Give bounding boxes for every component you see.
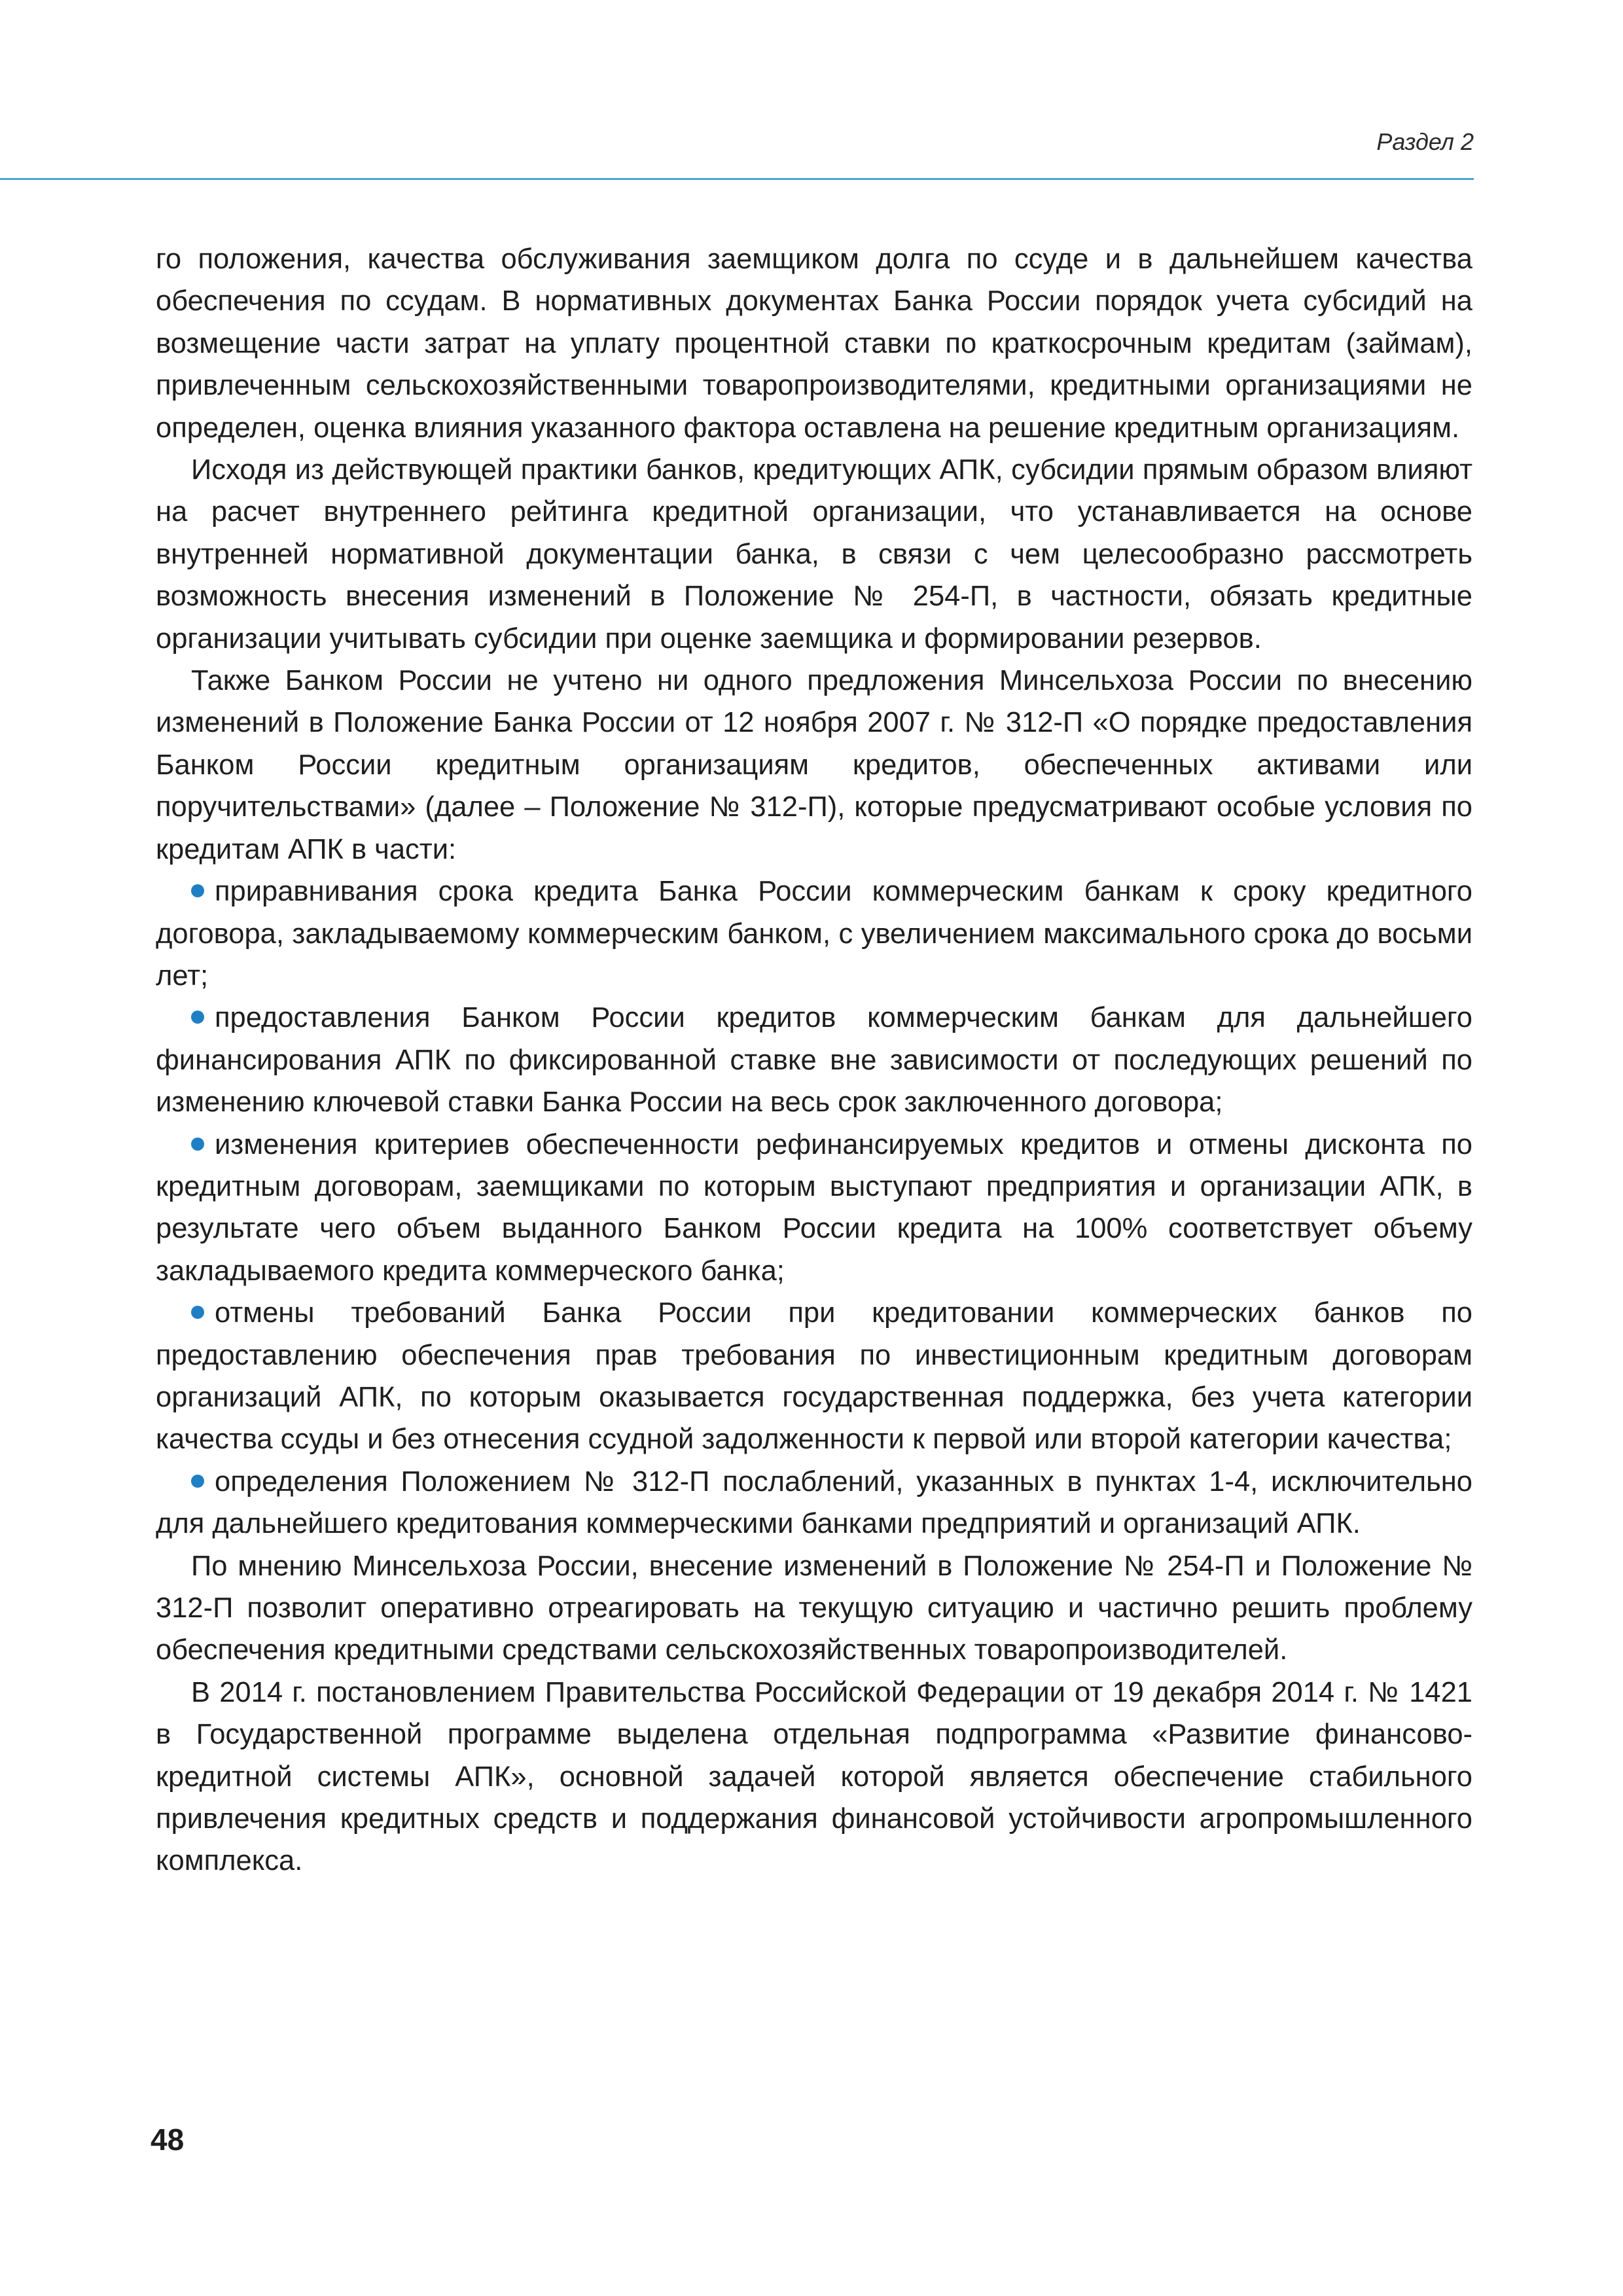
bullet-item	[156, 997, 1472, 1123]
bullet-dot-icon	[191, 1306, 204, 1319]
bullet-dot-icon	[191, 884, 204, 897]
paragraph: По мнению Минсельхоза России, внесение изменений в Положение № 254-П и Положение № 312-П позволит оперативно отреагировать на текущую ситуацию и частично решить проблему обеспечения кредитными средствами сельскохозяйственных товаропроизводителей.	[156, 1550, 1472, 1666]
bullet-dot-icon	[191, 1475, 204, 1488]
page-number: 48	[151, 2123, 185, 2157]
bullet-text: приравнивания срока кредита Банка России коммерческим банкам к сроку кредитного договора, закладываемому коммерческим банком, с увеличением максимального срока до восьми лет;	[156, 876, 1472, 992]
bullet-text: отмены требований Банка России при кредитовании коммерческих банков по предоставлению обеспечения прав требования по инвестиционным кредитным договорам организаций АПК, по которым оказывается государственная поддержка, без учета категории качества ссуды и без отнесения ссудной задолженности к первой или второй категории качества;	[156, 1297, 1472, 1456]
bullet-text: предоставления Банком России кредитов коммерческим банкам для дальнейшего финансирования АПК по фиксированной ставке вне зависимости от последующих решений по изменению ключевой ставки Банка России на весь срок заключенного договора;	[156, 1002, 1472, 1119]
bullet-item	[156, 1124, 1472, 1293]
paragraph: В 2014 г. постановлением Правительства Российской Федерации от 19 декабря 2014 г. № 1421 в Государственной программе выделена отдельная подпрограмма «Развитие финансово-кредитной системы АПК», основной задачей которой является обеспечение стабильного привлечения кредитных средств и поддержания финансовой устойчивости агропромышленного комплекса.	[156, 1676, 1472, 1877]
bullet-dot-icon	[191, 1011, 204, 1024]
bullet-text: определения Положением № 312-П послаблений, указанных в пунктах 1-4, исключительно для дальнейшего кредитования коммерческими банками предприятий и организаций АПК.	[156, 1465, 1472, 1540]
bullet-dot-icon	[191, 1138, 204, 1151]
main-text	[156, 238, 1472, 1882]
section-label: Раздел 2	[1376, 128, 1474, 155]
bullet-item	[156, 1461, 1472, 1545]
paragraph: Исходя из действующей практики банков, кредитующих АПК, субсидии прямым образом влияют на расчет внутреннего рейтинга кредитной организации, что устанавливается на основе внутренней нормативной документации банка, в связи с чем целесообразно рассмотреть возможность внесения изменений в Положение № 254-П, в частности, обязать кредитные организации учитывать субсидии при оценке заемщика и формировании резервов.	[156, 454, 1472, 655]
paragraph: Также Банком России не учтено ни одного предложения Минсельхоза России по внесению изменений в Положение Банка России от 12 ноября 2007 г. № 312-П «О порядке предоставления Банком России кредитным организациям кредитов, обеспеченных активами или поручительствами» (далее – Положение № 312-П), которые предусматривают особые условия по кредитам АПК в части:	[156, 665, 1472, 865]
bullet-text: изменения критериев обеспеченности рефинансируемых кредитов и отмены дисконта по кредитным договорам, заемщиками по которым выступают предприятия и организации АПК, в результате чего объем выданного Банком России кредита на 100% соответствует объему закладываемого кредита коммерческого банка;	[156, 1128, 1472, 1287]
header-divider	[0, 178, 1474, 180]
bullet-item	[156, 870, 1472, 997]
bullet-item	[156, 1292, 1472, 1461]
paragraph-continued: го положения, качества обслуживания заемщиком долга по ссуде и в дальнейшем качества обеспечения по ссудам. В нормативных документах Банка России порядок учета субсидий на возмещение части затрат на уплату процентной ставки по краткосрочным кредитам (займам), привлеченным сельскохозяйственными товаропроизводителями, кредитными организациями не определен, оценка влияния указанного фактора оставлена на решение кредитным организациям.	[156, 243, 1472, 444]
